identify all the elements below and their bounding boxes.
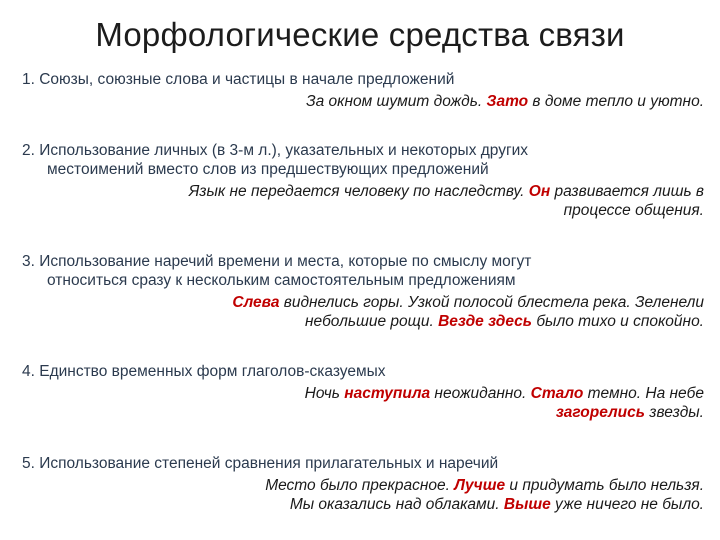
example-text: и придумать было нельзя.: [505, 477, 704, 494]
item-heading: [22, 70, 712, 89]
item-example: [22, 476, 712, 514]
example-line: [22, 312, 704, 331]
example-line: [22, 182, 704, 201]
example-text: Ночь: [304, 385, 345, 402]
list-item: [22, 252, 712, 331]
highlighted-word: Везде здесь: [438, 313, 533, 330]
example-text: звезды.: [644, 404, 704, 421]
heading-line: относиться сразу к нескольким самостоятельным предложениям: [47, 272, 516, 289]
example-line: [22, 495, 704, 514]
example-text: было тихо и спокойно.: [532, 313, 704, 330]
list-item: [22, 454, 712, 514]
heading-line: 2. Использование личных (в 3-м л.), указательных и некоторых других: [22, 142, 529, 159]
example-text: Мы оказались над облаками.: [289, 496, 504, 513]
item-heading: [22, 454, 712, 473]
example-line: [22, 293, 704, 312]
highlighted-word: Он: [528, 183, 551, 200]
example-text: Место было прекрасное.: [265, 477, 455, 494]
example-line: [22, 384, 704, 403]
example-text: небольшие рощи.: [304, 313, 439, 330]
item-example: [22, 293, 712, 331]
page-title: Морфологические средства связи: [95, 16, 625, 53]
heading-line: 3. Использование наречий времени и места, которые по смыслу могут: [22, 253, 532, 270]
example-line: [22, 403, 704, 422]
highlighted-word: Выше: [503, 496, 551, 513]
item-heading: [22, 252, 712, 290]
example-text: развивается лишь в: [550, 183, 704, 200]
list-item: [22, 141, 712, 220]
item-example: [22, 92, 712, 111]
heading-line: 5. Использование степеней сравнения прилагательных и наречий: [22, 455, 499, 472]
example-text: Язык не передается человеку по наследству.: [188, 183, 529, 200]
item-example: [22, 384, 712, 422]
example-line: [22, 201, 704, 220]
item-heading: [22, 141, 712, 179]
example-text: неожиданно.: [430, 385, 531, 402]
heading-line: 1. Союзы, союзные слова и частицы в начале предложений: [22, 71, 455, 88]
example-line: [22, 92, 704, 111]
example-text: За окном шумит дождь.: [306, 93, 487, 110]
highlighted-word: наступила: [344, 385, 431, 402]
heading-line: 4. Единство временных форм глаголов-сказуемых: [22, 363, 386, 380]
item-heading: [22, 362, 712, 381]
example-text: виднелись горы. Узкой полосой блестела река. Зеленели: [279, 294, 704, 311]
list-item: [22, 362, 712, 422]
highlighted-word: загорелись: [555, 404, 645, 421]
item-example: [22, 182, 712, 220]
highlighted-word: Стало: [530, 385, 584, 402]
highlighted-word: Зато: [486, 93, 529, 110]
list-item: [22, 70, 712, 111]
example-text: темно. На небе: [583, 385, 704, 402]
example-line: [22, 476, 704, 495]
heading-line: местоимений вместо слов из предшествующих предложений: [47, 161, 489, 178]
highlighted-word: Слева: [232, 294, 280, 311]
example-text: процессе общения.: [563, 202, 704, 219]
example-text: в доме тепло и уютно.: [528, 93, 704, 110]
example-text: уже ничего не было.: [550, 496, 704, 513]
highlighted-word: Лучше: [454, 477, 506, 494]
